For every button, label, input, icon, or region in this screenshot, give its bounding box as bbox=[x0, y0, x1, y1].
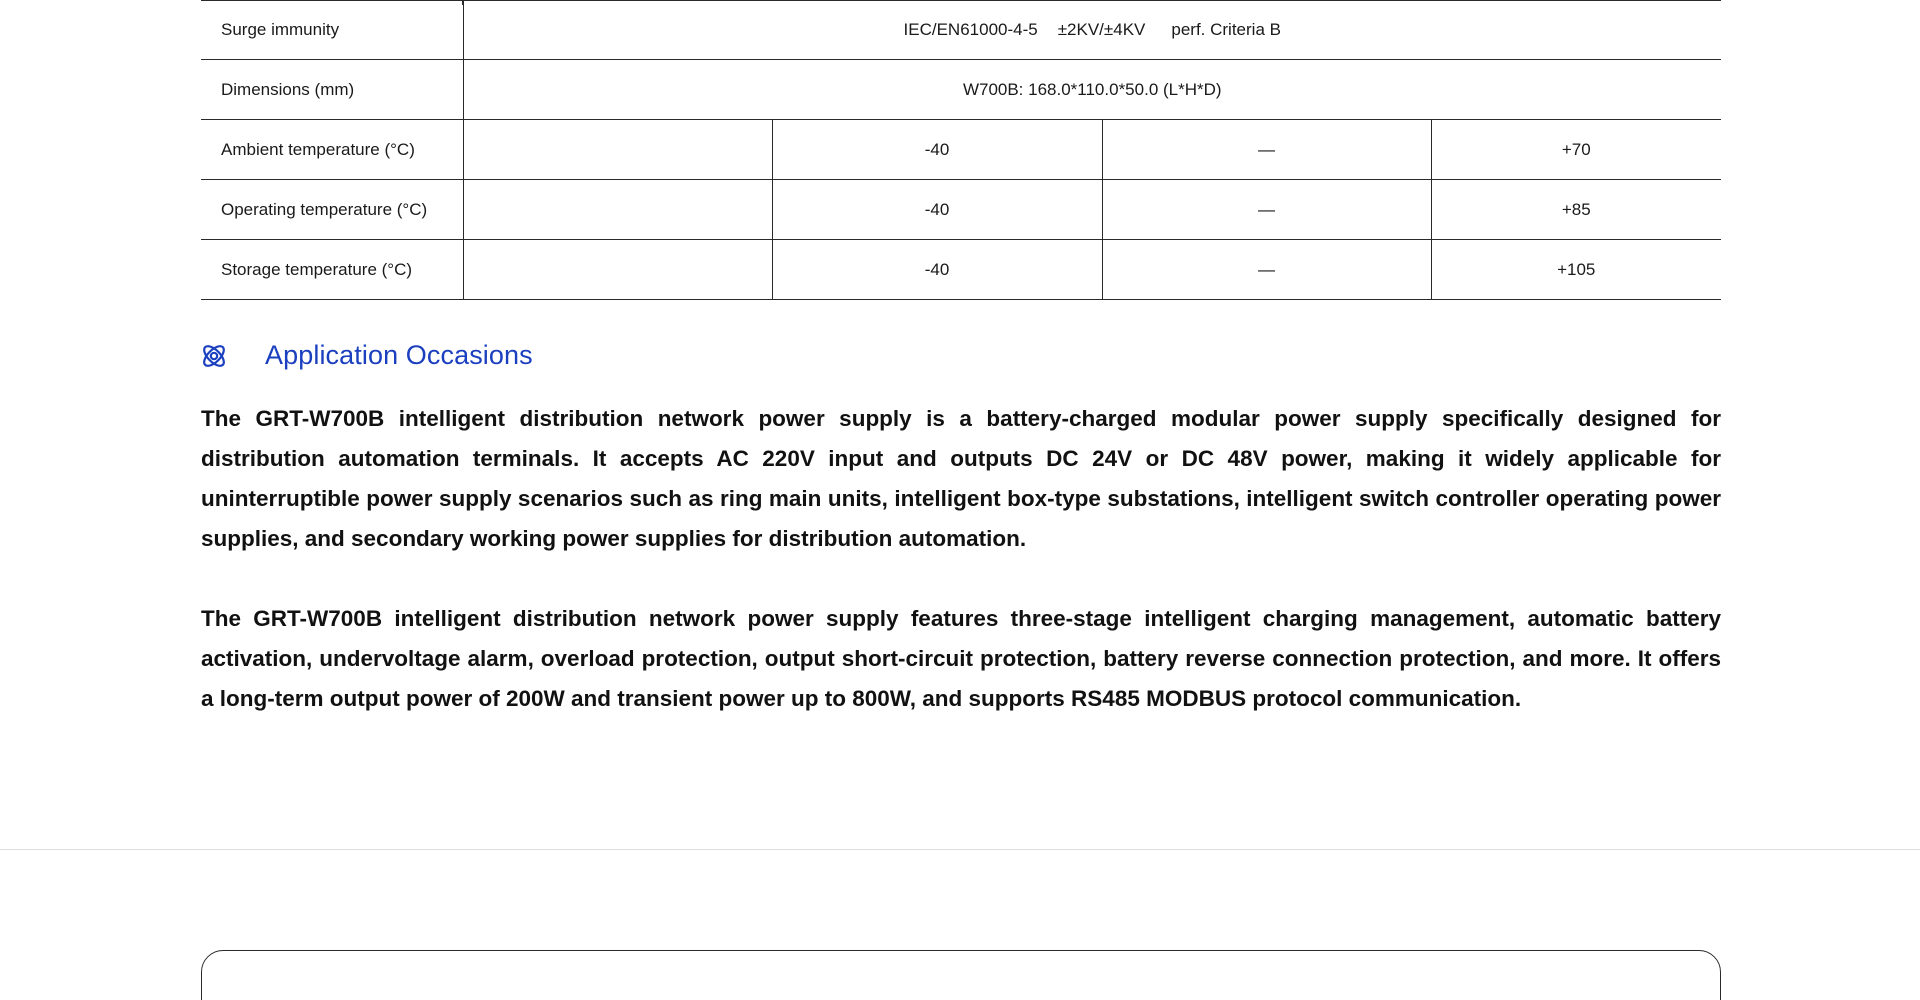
bottom-card bbox=[201, 950, 1721, 1000]
surge-criteria: perf. Criteria B bbox=[1171, 20, 1281, 39]
section-title: Application Occasions bbox=[265, 340, 533, 370]
temperature-label: Operating temperature (°C) bbox=[201, 180, 463, 240]
temperature-max: +105 bbox=[1431, 240, 1721, 300]
blank-cell bbox=[463, 120, 772, 180]
description-paragraph: The GRT-W700B intelligent distribution network power supply is a battery-charged modular power supply specifically designed for distribution automation terminals. It accepts AC 220V input and outputs DC 24V or DC 48V power, making it widely applicable for uninterruptible power supply scenarios such as ring main units, intelligent box-type substations, intelligent switch controller operating power supplies, and secondary working power supplies for distribution automation. bbox=[201, 406, 1721, 551]
atom-icon bbox=[200, 342, 228, 370]
temperature-max: +85 bbox=[1431, 180, 1721, 240]
table-row-ambient-temperature bbox=[201, 120, 1721, 180]
dimensions-value: W700B: 168.0*110.0*50.0 (L*H*D) bbox=[463, 60, 1721, 120]
blank-cell bbox=[463, 180, 772, 240]
dimensions-label: Dimensions (mm) bbox=[201, 60, 463, 120]
surge-level: ±2KV/±4KV bbox=[1057, 20, 1146, 39]
temperature-label: Ambient temperature (°C) bbox=[201, 120, 463, 180]
temperature-max: +70 bbox=[1431, 120, 1721, 180]
surge-standard: IEC/EN61000-4-5 bbox=[903, 20, 1038, 39]
temperature-typ: — bbox=[1102, 120, 1431, 180]
temperature-typ: — bbox=[1102, 180, 1431, 240]
table-row-dimensions bbox=[201, 60, 1721, 120]
surge-label: Surge immunity bbox=[201, 1, 463, 60]
temperature-typ: — bbox=[1102, 240, 1431, 300]
temperature-label: Storage temperature (°C) bbox=[201, 240, 463, 300]
temperature-min: -40 bbox=[772, 240, 1102, 300]
table-row-operating-temperature bbox=[201, 180, 1721, 240]
table-row-surge bbox=[201, 1, 1721, 60]
spec-table bbox=[201, 0, 1721, 300]
section-heading bbox=[200, 340, 533, 371]
surge-value bbox=[463, 1, 1721, 60]
temperature-min: -40 bbox=[772, 120, 1102, 180]
temperature-min: -40 bbox=[772, 180, 1102, 240]
blank-cell bbox=[463, 240, 772, 300]
description-paragraph: The GRT-W700B intelligent distribution network power supply features three-stage intelligent charging management, automatic battery activation, undervoltage alarm, overload protection, output short-circuit protection, battery reverse connection protection, and more. It offers a long-term output power of 200W and transient power up to 800W, and supports RS485 MODBUS protocol communication. bbox=[201, 606, 1721, 711]
table-row-storage-temperature bbox=[201, 240, 1721, 300]
section-divider bbox=[0, 849, 1920, 850]
